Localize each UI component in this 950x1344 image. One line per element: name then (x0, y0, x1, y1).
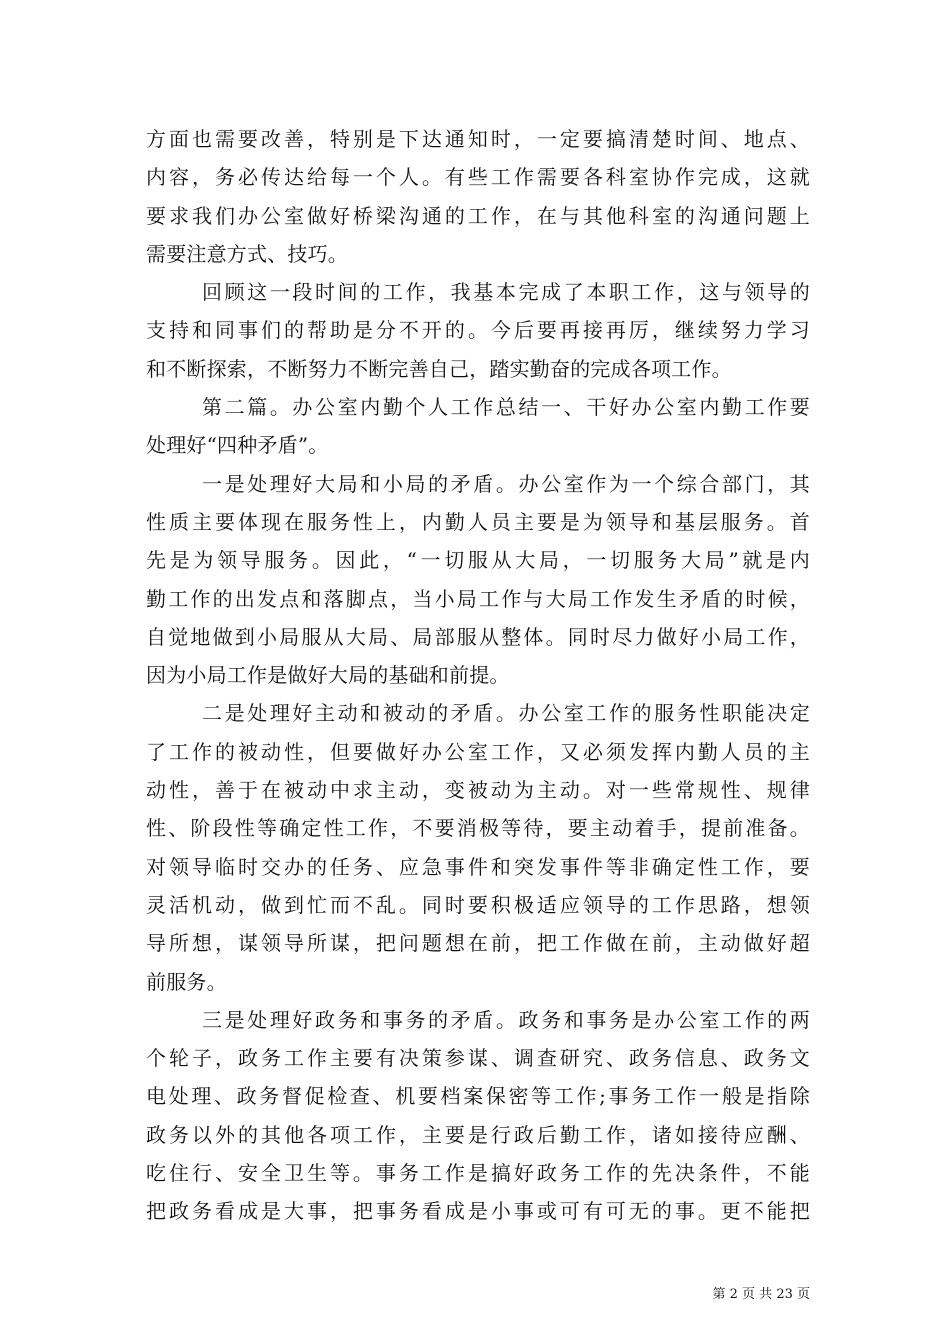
text-line: 自觉地做到小局服从大局、局部服从整体。同时尽力做好小局工作， (146, 624, 810, 649)
paragraph-start-line: 回顾这一段时间的工作，我基本完成了本职工作，这与领导的 (202, 280, 810, 305)
body-text (146, 120, 810, 1231)
text-line: 吃住行、安全卫生等。事务工作是搞好政务工作的先决条件，不能 (146, 1161, 810, 1186)
text-line: 导所想，谋领导所谋，把问题想在前，把工作做在前，主动做好超 (146, 931, 810, 956)
text-line: 对领导临时交办的任务、应急事件和突发事件等非确定性工作，要 (146, 854, 810, 879)
text-line: 要求我们办公室做好桥梁沟通的工作，在与其他科室的沟通问题上 (146, 203, 810, 228)
text-line: 个轮子，政务工作主要有决策参谋、调查研究、政务信息、政务文 (146, 1046, 810, 1071)
text-line: 政务以外的其他各项工作，主要是行政后勤工作，诸如接待应酬、 (146, 1122, 810, 1147)
text-line: 和不断探索，不断努力不断完善自己，踏实勤奋的完成各项工作。 (146, 356, 732, 381)
text-line: 方面也需要改善，特别是下达通知时，一定要搞清楚时间、地点、 (146, 127, 810, 151)
text-line: 勤工作的出发点和落脚点，当小局工作与大局工作发生矛盾的时候， (146, 586, 810, 611)
text-line: 电处理、政务督促检查、机要档案保密等工作;事务工作一般是指除 (146, 1084, 810, 1109)
text-line: 灵活机动，做到忙而不乱。同时要积极适应领导的工作思路，想领 (146, 892, 810, 917)
paragraph-start-line: 二是处理好主动和被动的矛盾。办公室工作的服务性职能决定 (202, 701, 810, 726)
text-line: 把政务看成是大事，把事务看成是小事或可有可无的事。更不能把 (146, 1199, 810, 1224)
text-line: 内容，务必传达给每一个人。有些工作需要各科室协作完成，这就 (146, 165, 810, 190)
text-line: 前服务。 (146, 969, 227, 994)
section-heading-line: 处理好“四种矛盾”。 (146, 433, 329, 458)
text-line: 支持和同事们的帮助是分不开的。今后要再接再厉，继续努力学习 (146, 318, 810, 343)
text-line: 需要注意方式、技巧。 (146, 241, 348, 266)
text-line: 因为小局工作是做好大局的基础和前提。 (146, 663, 510, 688)
text-line: 了工作的被动性，但要做好办公室工作，又必须发挥内勤人员的主 (146, 739, 810, 764)
section-heading-line: 第二篇。办公室内勤个人工作总结一、干好办公室内勤工作要 (202, 395, 810, 420)
text-line: 动性，善于在被动中求主动，变被动为主动。对一些常规性、规律 (146, 778, 810, 803)
paragraph-start-line: 三是处理好政务和事务的矛盾。政务和事务是办公室工作的两 (202, 1007, 810, 1032)
text-line: 性、阶段性等确定性工作，不要消极等待，要主动着手，提前准备。 (146, 816, 810, 841)
page-number-footer: 第 2 页 共 23 页 (712, 1287, 810, 1302)
paragraph-start-line: 一是处理好大局和小局的矛盾。办公室作为一个综合部门，其 (202, 471, 810, 496)
text-line: 性质主要体现在服务性上，内勤人员主要是为领导和基层服务。首 (146, 509, 810, 534)
text-line: 先是为领导服务。因此，“一切服从大局，一切服务大局”就是内 (146, 548, 810, 573)
